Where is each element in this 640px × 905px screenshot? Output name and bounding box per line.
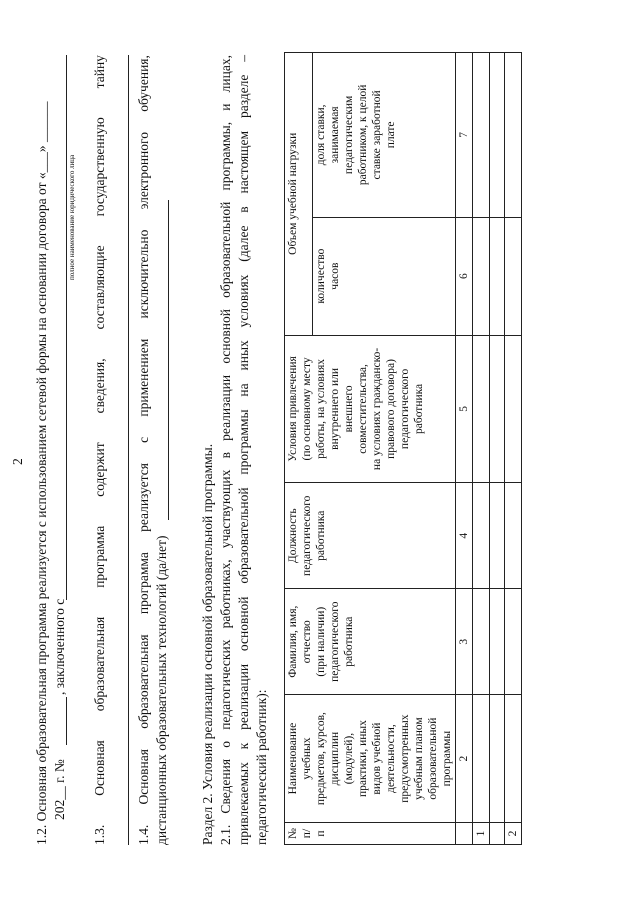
clause-1-3-word: государственную: [92, 117, 107, 217]
header-number: № п/п: [285, 823, 456, 845]
paragraph-word: педагогических: [218, 639, 233, 730]
table-cell: [490, 53, 505, 218]
clause-1-4-word: исключительно: [136, 229, 151, 319]
paragraph-2-1-number: 2.1.: [218, 824, 233, 845]
header-teacher-fio: Фамилия, имя, отчество (при наличии) педагогического работника: [285, 589, 456, 695]
table-row: [505, 53, 522, 845]
table-header-row: [285, 53, 313, 845]
clause-1-4-word: электронного: [136, 132, 151, 210]
clause-1-4-word: образовательная: [136, 634, 151, 729]
paragraph-2-1-line1: [218, 55, 234, 845]
clause-1-4-number: 1.4.: [136, 824, 151, 845]
legal-entity-caption: полное наименование юридического лица: [68, 154, 76, 280]
paragraph-word: настоящем: [236, 130, 251, 194]
table-cell: [490, 695, 505, 823]
paragraph-word: реализации: [236, 663, 251, 730]
clause-1-4-word: применением: [136, 338, 151, 417]
clause-1-2-year: 202__ г. №: [52, 759, 67, 820]
page-number: 2: [10, 458, 25, 465]
clause-1-4-line2: дистанционных образовательных технологий (да/нет): [154, 535, 169, 845]
paragraph-word: Сведения: [218, 758, 233, 814]
table-cell: [473, 335, 490, 483]
clause-1-4-answer-line: [168, 200, 169, 520]
header-conditions: Условия привлечения (по основному месту работы, на условиях внутреннего или внешнего совместительства, на условиях гражданско- правового договора) педагогического работника: [285, 335, 456, 483]
row-number: 1: [473, 823, 490, 845]
paragraph-word: к: [236, 742, 251, 750]
table-cell: [473, 483, 490, 589]
column-number: 5: [456, 335, 473, 483]
legal-entity-field: [66, 55, 67, 600]
paragraph-word: работниках,: [218, 559, 233, 629]
clause-1-4-word: Основная: [136, 749, 151, 805]
clause-1-4-word: программа: [136, 552, 151, 615]
header-position: Должность педагогического работника: [285, 483, 456, 589]
paragraph-word: основной: [218, 309, 233, 364]
clause-1-3-word: образовательная: [92, 616, 107, 712]
paragraph-word: участвующих: [218, 469, 233, 549]
contract-number-field: [66, 697, 67, 745]
table-row: [473, 53, 490, 845]
clause-1-2-concluded: , заключенного с: [52, 598, 67, 695]
header-rate-share: доля ставки, занимаемая педагогическим работником, к целой ставке заработной плате: [312, 53, 455, 218]
column-number: 4: [456, 483, 473, 589]
column-number: 6: [456, 217, 473, 335]
clause-1-3-answer-line: [128, 55, 129, 845]
clause-1-2-line1: 1.2. Основная образовательная программа реализуется с использованием сетевой формы на основании договора от «___» ______: [34, 101, 49, 845]
column-number: 3: [456, 589, 473, 695]
paragraph-word: основной: [236, 596, 251, 652]
paragraph-word: реализации: [218, 374, 233, 441]
table-cell: [505, 53, 522, 218]
row-number: [490, 823, 505, 845]
clause-1-3-word: Основная: [92, 740, 107, 796]
table-cell: [505, 695, 522, 823]
paragraph-word: лицах,: [218, 55, 233, 93]
column-number: 7: [456, 53, 473, 218]
table-cell: [490, 217, 505, 335]
table-cell: [473, 589, 490, 695]
header-subject-name: Наименование учебных предметов, курсов, дисциплин (модулей), практики, иных видов учебной деятельности, предусмотренных учебным планом образовательной программы: [285, 695, 456, 823]
paragraph-2-1-line3: педагогический работник):: [254, 689, 269, 845]
table-cell: [505, 217, 522, 335]
clause-1-3: [92, 55, 108, 845]
table-cell: [473, 217, 490, 335]
table-cell: [490, 483, 505, 589]
paragraph-word: и: [218, 103, 233, 111]
table-cell: [505, 335, 522, 483]
paragraph-word: на: [236, 383, 251, 397]
paragraph-word: о: [218, 740, 233, 748]
table-row: [490, 53, 505, 845]
table-cell: [505, 589, 522, 695]
row-number: 2: [505, 823, 522, 845]
clause-1-3-number: 1.3.: [92, 824, 107, 845]
clause-1-3-word: тайну: [92, 55, 107, 89]
paragraph-word: условиях: [236, 274, 251, 328]
table-cell: [505, 483, 522, 589]
paragraph-word: образовательной: [218, 201, 233, 298]
clause-1-3-word: составляющие: [92, 245, 107, 330]
table-cell: [490, 335, 505, 483]
paragraph-word: иных: [236, 340, 251, 371]
column-numbers-row: [456, 53, 473, 845]
clause-1-3-word: содержит: [92, 442, 107, 497]
clause-1-3-word: сведения,: [92, 358, 107, 414]
clause-1-4-word: реализуется: [136, 463, 151, 532]
clause-1-4-word: с: [136, 436, 151, 443]
header-hours: количество часов: [312, 217, 455, 335]
paragraph-word: –: [236, 55, 251, 62]
section-2-title: Раздел 2. Условия реализации основной образовательной программы.: [200, 443, 215, 845]
teachers-table: [284, 52, 522, 845]
table-cell: [473, 695, 490, 823]
paragraph-word: в: [236, 206, 251, 213]
table-cell: [473, 53, 490, 218]
column-number: 2: [456, 695, 473, 823]
header-load-group: Объем учебной нагрузки: [285, 53, 313, 336]
clause-1-3-word: программа: [92, 525, 107, 588]
paragraph-word: разделе: [236, 74, 251, 119]
paragraph-word: образовательной: [236, 487, 251, 584]
clause-1-4-line1: [136, 55, 152, 845]
paragraph-word: привлекаемых: [236, 762, 251, 845]
paragraph-word: (далее: [236, 225, 251, 262]
paragraph-2-1-line2: [236, 55, 252, 845]
paragraph-word: программы,: [218, 121, 233, 191]
paragraph-word: программы: [236, 409, 251, 475]
table-cell: [490, 589, 505, 695]
clause-1-4-word: обучения,: [136, 55, 151, 112]
paragraph-word: в: [218, 452, 233, 459]
